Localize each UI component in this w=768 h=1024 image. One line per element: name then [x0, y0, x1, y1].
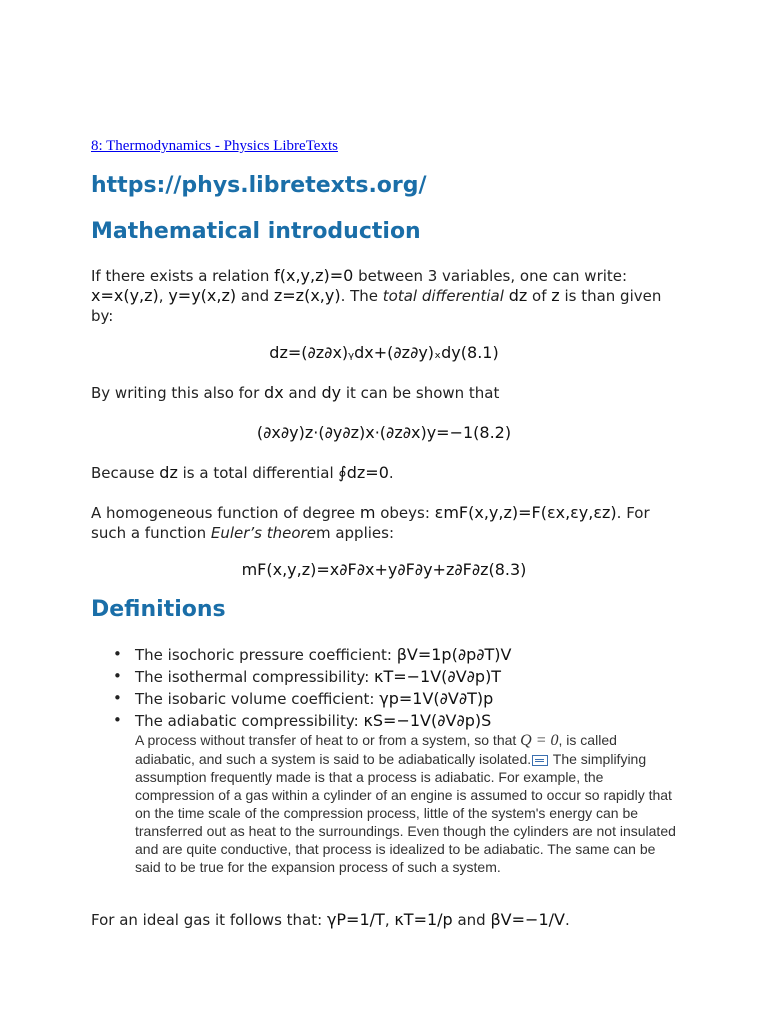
math-contour-integral: ∮dz=0: [338, 463, 389, 482]
equation-8-1: dz=(∂z∂x)ᵧdx+(∂z∂y)ₓdy(8.1): [269, 343, 499, 362]
math-kappa-s: κS=−1V(∂V∂p)S: [363, 711, 492, 730]
intro-paragraph-3: Because dz is a total differential ∮dz=0.: [91, 463, 394, 482]
adiabatic-quote: A process without transfer of heat to or from a system, so that Q = 0, is called adiabatic, and such a system is said to be adiabatically isolated. The simplifying assumption frequently made is that a process is adiabatic. For example, the compression of a gas within a cylinder of an engine is assumed to occur so rapidly that on the time scale of the compression process, little of the system's energy can be transferred out as heat to the surroundings. Even though the cylinders are not insulated and are quite conductive, that process is idealized to be adiabatic. The same can be said to be true for the expansion process of such a system.: [135, 732, 676, 875]
math-dz-2: dz: [159, 463, 178, 482]
ideal-gas-paragraph: For an ideal gas it follows that: γP=1/T, κT=1/p and βV=−1/V.: [91, 910, 570, 929]
math-beta-ideal: βV=−1/V: [490, 910, 565, 929]
list-item: • The isobaric volume coefficient: γp=1V(∂V∂T)p: [135, 688, 735, 710]
intro-paragraph-2: By writing this also for dx and dy it can be shown that: [91, 383, 500, 402]
math-beta-v: βV=1p(∂p∂T)V: [396, 645, 512, 664]
source-link[interactable]: 8: Thermodynamics - Physics LibreTexts: [91, 138, 338, 154]
emphasis-euler-theorem: Euler’s theore: [210, 524, 316, 542]
math-dx: dx: [264, 383, 284, 402]
intro-paragraph-1: If there exists a relation f(x,y,z)=0 between 3 variables, one can write: x=x(y,z), y=y(x,z) and z=z(x,y). The total differential dz of z is than given by:: [91, 266, 662, 325]
intro-paragraph-4: A homogeneous function of degree m obeys: εmF(x,y,z)=F(εx,εy,εz). For such a function Euler’s theorem applies:: [91, 503, 650, 542]
math-dz: dz: [508, 286, 528, 305]
math-m: m: [359, 503, 376, 522]
emphasis-total-differential: total differential: [382, 287, 504, 305]
equation-8-2: (∂x∂y)z·(∂y∂z)x·(∂z∂x)y=−1(8.2): [256, 423, 512, 442]
math-z: z=z(x,y): [273, 286, 341, 305]
math-gamma-ideal: γP=1/T: [326, 910, 385, 929]
math-kappa-t: κT=−1V(∂V∂p)T: [374, 667, 502, 686]
list-item: • The adiabatic compressibility: κS=−1V(∂V∂p)S: [135, 710, 735, 732]
url-heading: https://phys.libretexts.org/: [91, 173, 427, 198]
math-homogeneous: εmF(x,y,z)=F(εx,εy,εz): [434, 503, 617, 522]
equation-8-3: mF(x,y,z)=x∂F∂x+y∂F∂y+z∂F∂z(8.3): [241, 560, 527, 579]
math-kappa-ideal: κT=1/p: [394, 910, 453, 929]
intro-heading: Mathematical introduction: [91, 219, 421, 244]
footnote-icon[interactable]: [532, 755, 548, 766]
math-gamma-p: γp=1V(∂V∂T)p: [379, 689, 494, 708]
math-z-var: z: [551, 286, 560, 305]
list-item: • The isothermal compressibility: κT=−1V(∂V∂p)T: [135, 666, 735, 688]
math-dy: dy: [321, 383, 342, 402]
definitions-heading: Definitions: [91, 597, 226, 622]
math-y: y=y(x,z): [168, 286, 237, 305]
math-q-zero: Q = 0: [520, 732, 559, 749]
math-x: x=x(y,z): [91, 286, 159, 305]
list-item: • The isochoric pressure coefficient: βV=1p(∂p∂T)V: [135, 644, 735, 666]
math-relation: f(x,y,z)=0: [274, 266, 354, 285]
definitions-list: [91, 644, 735, 732]
